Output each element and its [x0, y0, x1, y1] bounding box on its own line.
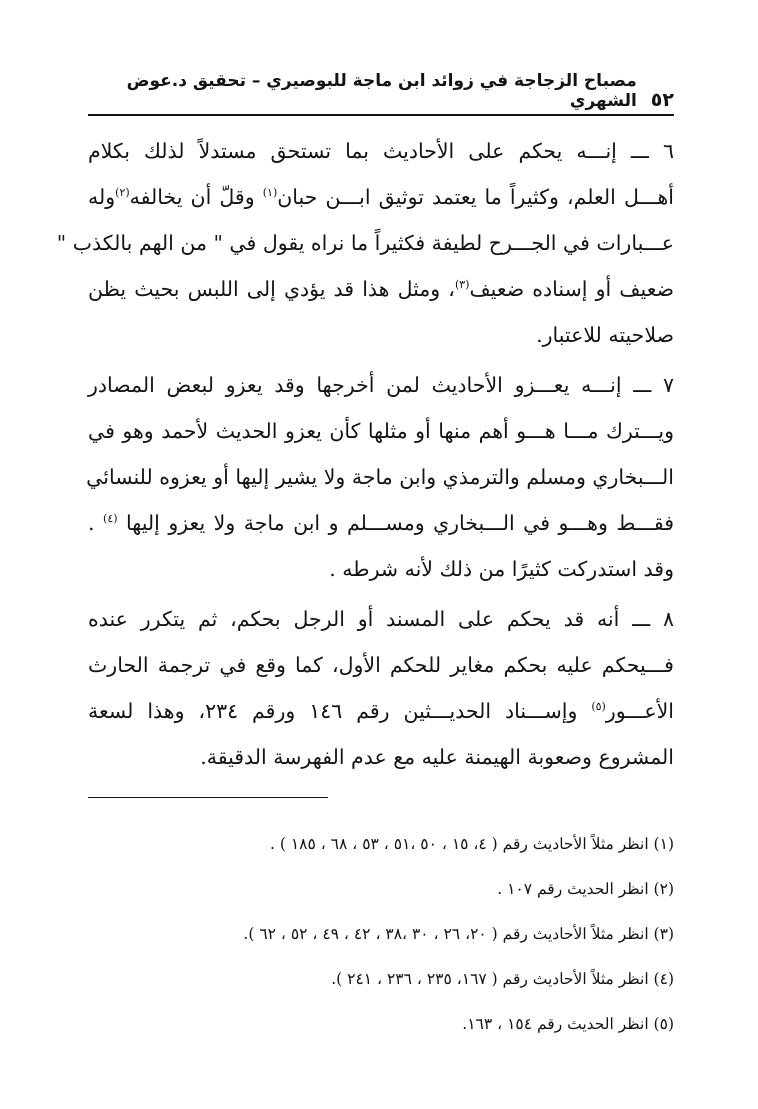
text-line: الـــبخاري ومسلم والترمذي وابن ماجة ولا يشير إليها أو يعزوه للنسائي — [86, 465, 674, 489]
footnote-marker: (٤) — [103, 512, 118, 526]
text-line: أهـــل العلم، وكثيراً ما يعتمد توثيق ابـــن حبان$^{(١)}$ وقلّ أن يخالفه$^{(٢)}$وله — [88, 185, 674, 209]
running-header — [88, 71, 674, 116]
book-page — [56, 0, 674, 1109]
footnote: (١) انظر مثلاً الأحاديث رقم ( ٤، ١٥ ، ٥٠ ،٥١ ، ٥٣ ، ٦٨ ، ١٨٥ ) . — [270, 835, 674, 853]
footnote: (٣) انظر مثلاً الأحاديث رقم ( ٢٠، ٢٦ ، ٣٠ ،٣٨ ، ٤٢ ، ٤٩ ، ٥٢ ، ٦٢ ). — [243, 925, 674, 943]
footnote: (٥) انظر الحديث رقم ١٥٤ ، ١٦٣. — [462, 1015, 674, 1033]
footnote-marker: (٣) — [454, 278, 470, 292]
text-line: ٨ ـــ أنه قد يحكم على المسند أو الرجل بحكم، ثم يتكرر عنده — [88, 607, 674, 631]
text-line: وقد استدركت كثيرًا من ذلك لأنه شرطه . — [329, 557, 674, 581]
text-line: الأعـــور$^{(٥)}$ وإســـناد الحديـــثين رقم ١٤٦ ورقم ٢٣٤، وهذا لسعة — [88, 699, 674, 723]
text-line: ٦ ـــ إنـــه يحكم على الأحاديث بما تستحق مستدلاً لذلك بكلام — [88, 139, 674, 163]
footnote-marker: (٢) — [115, 186, 130, 200]
text-line: ضعيف أو إسناده ضعيف$^{(٣)}$، ومثل هذا قد يؤدي إلى اللبس بحيث يظن — [88, 277, 674, 301]
footnote-separator — [88, 797, 328, 798]
text-line: فقـــط وهـــو في الـــبخاري ومســـلم و ابن ماجة ولا يعزو إليها $^{(٤)}$ . — [88, 511, 674, 535]
footnote-marker: (٥) — [591, 700, 606, 714]
text-line: عـــبارات في الجـــرح لطيفة فكثيراً ما نراه يقول في " من الهم بالكذب " — [56, 231, 674, 255]
text-line: المشروع وصعوبة الهيمنة عليه مع عدم الفهرسة الدقيقة. — [200, 745, 674, 769]
text-line: صلاحيته للاعتبار. — [536, 323, 674, 347]
paragraph — [88, 596, 674, 780]
text-line: فـــيحكم عليه بحكم مغاير للحكم الأول، كما وقع في ترجمة الحارث — [88, 653, 674, 677]
page-number: ٥٢ — [650, 89, 674, 111]
paragraph — [88, 362, 674, 592]
footnote: (٢) انظر الحديث رقم ١٠٧ . — [497, 880, 674, 898]
footnotes — [88, 822, 674, 1047]
footnote: (٤) انظر مثلاً الأحاديث رقم ( ١٦٧، ٢٣٥ ، ٢٣٦ ، ٢٤١ ). — [331, 970, 674, 988]
footnote-marker: (١) — [262, 186, 278, 200]
paragraph — [56, 128, 674, 358]
text-line: ويـــترك مـــا هـــو أهم منها أو مثلها كأن يعزو الحديث لأحمد وهو في — [88, 419, 674, 443]
body-text — [56, 128, 674, 784]
text-line: ٧ ـــ إنـــه يعـــزو الأحاديث لمن أخرجها وقد يعزو لبعض المصادر — [88, 373, 674, 397]
running-title: مصباح الزجاجة في زوائد ابن ماجة للبوصيري – تحقيق د.عوض الشهري — [126, 71, 637, 111]
